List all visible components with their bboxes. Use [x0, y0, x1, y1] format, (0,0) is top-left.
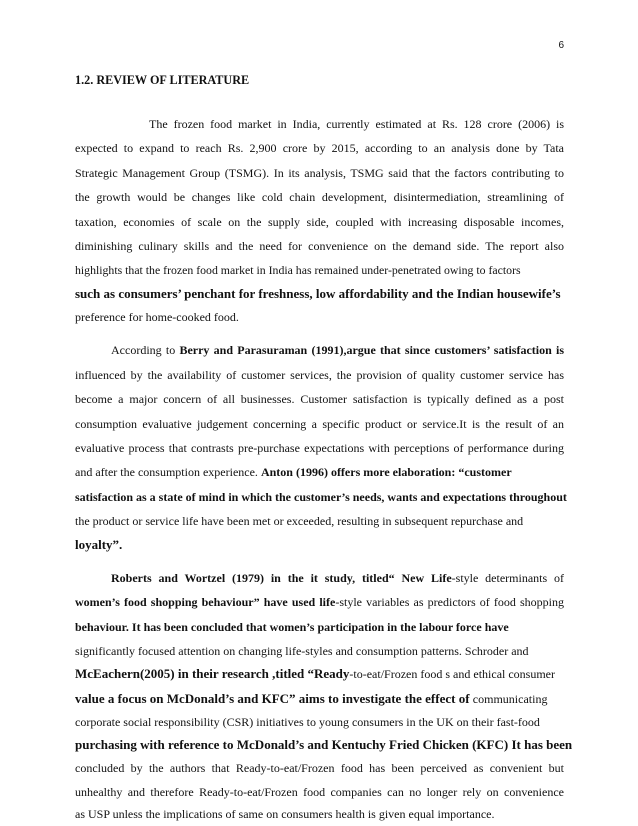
text-line: [111, 342, 564, 358]
text-line: [75, 691, 564, 707]
text-line: diminishing culinary skills and the need for convenience on the demand side. The report also: [75, 238, 564, 253]
text-line: influenced by the availability of customer services, the provision of quality customer service has: [75, 367, 564, 382]
text-run: -style determinants of: [451, 570, 565, 585]
text-line: Strategic Management Group (TSMG). In its analysis, TSMG said that the factors contributing to: [75, 165, 564, 180]
text-line: consumption evaluative judgement concerning a specific product or service.It is the result of an: [75, 416, 564, 431]
text-run: and after the consumption experience.: [75, 465, 261, 480]
citation-anton: Anton (1996) offers more elaboration: “customer: [260, 465, 512, 480]
text-line: purchasing with reference to McDonald’s and Kentuchy Fried Chicken (KFC) It has been: [75, 736, 573, 752]
section-heading: 1.2. REVIEW OF LITERATURE: [75, 73, 250, 87]
text-line: loyalty”.: [75, 536, 123, 552]
text-line: corporate social responsibility (CSR) initiatives to young consumers in the UK on their fast-food: [75, 715, 540, 730]
text-line: highlights that the frozen food market in India has remained under-penetrated owing to factors: [75, 263, 521, 278]
text-line: as USP unless the implications of same on consumers health is given equal importance.: [75, 807, 495, 821]
text-line: expected to expand to reach Rs. 2,900 crore by 2015, according to an analysis done by Tata: [75, 141, 564, 156]
page-number: 6: [558, 40, 564, 51]
text-run-bold: value a focus on McDonald’s and KFC” aims to investigate the effect of: [75, 690, 473, 706]
text-run: communicating: [472, 691, 548, 706]
text-line: The frozen food market in India, currently estimated at Rs. 128 crore (2006) is: [149, 117, 564, 131]
text-run-bold: women’s food shopping behaviour” have used life: [75, 595, 336, 610]
text-line: the growth would be changes like cold chain development, disintermediation, streamlining of: [75, 190, 564, 205]
text-line: [75, 464, 564, 480]
text-line: such as consumers’ penchant for freshness, low affordability and the Indian housewife’s: [75, 285, 561, 301]
citation-roberts-wortzel: Roberts and Wortzel (1979) in the it study, titled“ New Life: [111, 570, 452, 585]
text-line: the product or service life have been met or exceeded, resulting in subsequent repurchase and: [75, 514, 524, 529]
text-run: According to: [111, 343, 180, 358]
text-line: concluded by the authors that Ready-to-eat/Frozen food has been perceived as convenient but: [75, 761, 564, 776]
text-line: satisfaction as a state of mind in which the customer’s needs, wants and expectations throughout: [75, 489, 567, 504]
citation-schroder-mceachern: McEachern(2005) in their research ,titled “Ready: [75, 666, 350, 682]
text-run: -style variables as predictors of food shopping: [335, 595, 565, 610]
text-line: taxation, economies of scale on the supply side, coupled with increasing disposable incomes,: [75, 214, 564, 229]
text-line: [111, 570, 564, 586]
text-line: [75, 594, 564, 610]
text-line: evaluative process that contrasts pre-purchase expectations with perceptions of performance during: [75, 441, 564, 456]
citation-berry-parasuraman: Berry and Parasuraman (1991),argue that since customers’ satisfaction is: [179, 343, 565, 358]
text-run: -to-eat/Frozen food s and ethical consumer: [349, 667, 555, 682]
text-line: [75, 666, 564, 682]
text-line: behaviour. It has been concluded that women’s participation in the labour force have: [75, 619, 509, 634]
text-line: unhealthy and therefore Ready-to-eat/Frozen food companies can no longer rely on convenience: [75, 784, 564, 799]
text-line: preference for home-cooked food.: [75, 310, 239, 325]
text-line: significantly focused attention on changing life-styles and consumption patterns. Schroder and: [75, 644, 529, 658]
text-line: become a major concern of all businesses. Customer satisfaction is typically defined as a post: [75, 392, 564, 407]
